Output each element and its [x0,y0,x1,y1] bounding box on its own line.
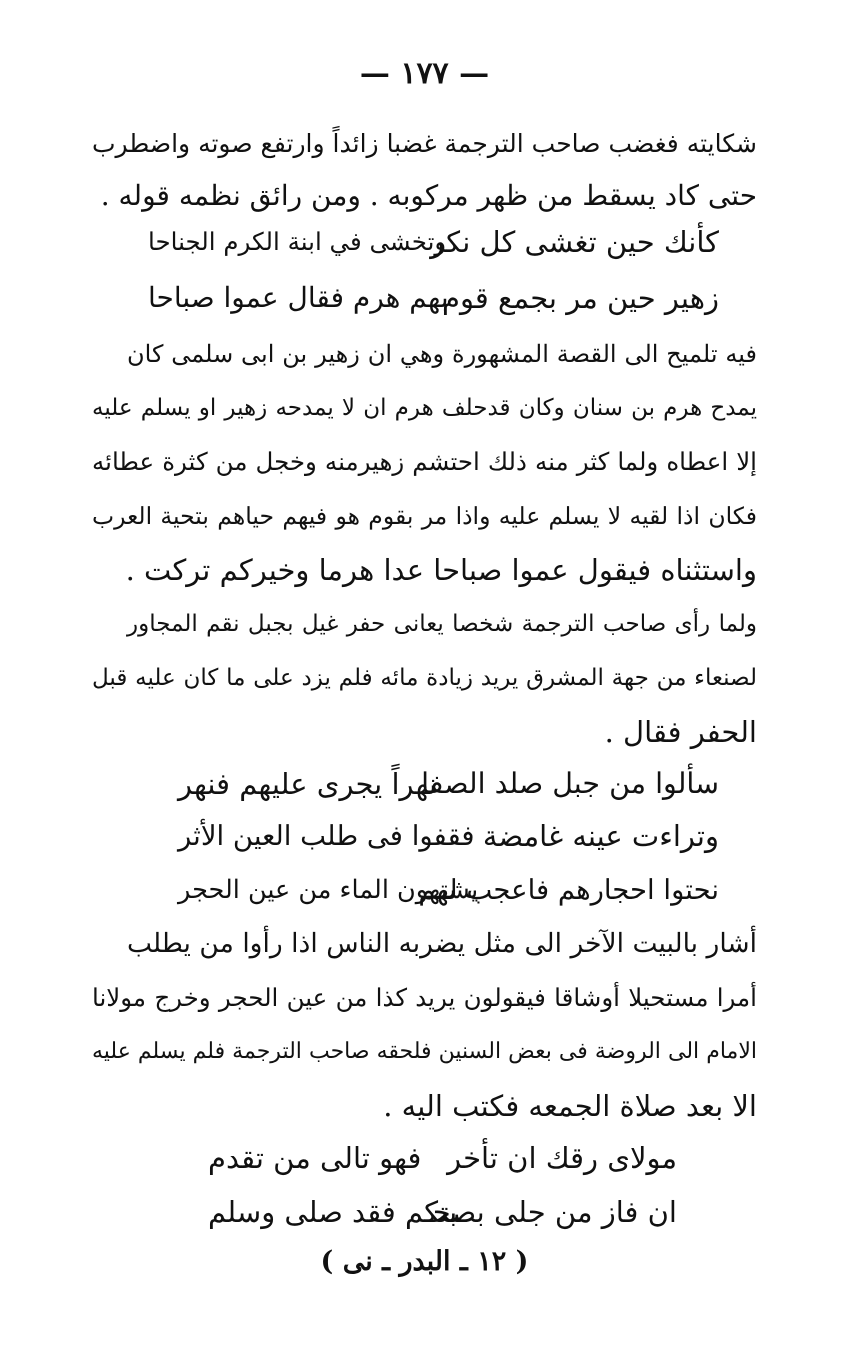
text-line: فيه تلميح الى القصة المشهورة وهي ان زهير بن ابى سلمى كان [127,340,757,368]
verse-second-hemistich: ـبتكم فقد صلى وسلم [208,1195,467,1229]
poem-verse [0,216,849,268]
poem-verse [0,758,849,810]
verse-first-hemistich: مولاى رقك ان تأخر [447,1141,677,1175]
verse-second-hemistich: وتخشى في ابنة الكرم الجناحا [148,227,447,256]
verse-first-hemistich: نحتوا احجارهم فاعجب لهم [418,874,719,906]
poem-verse [0,864,849,916]
text-line: الحفر فقال . [604,715,757,749]
verse-first-hemistich: ان فاز من جلى بصحـ [424,1195,677,1229]
poem-verse [0,1132,849,1184]
poem-verse [0,1186,849,1238]
verse-second-hemistich: فهو تالى من تقدم [208,1141,422,1175]
verse-second-hemistich: بهم هرم فقال عموا صباحا [148,281,449,314]
text-line: شكايته فغضب صاحب الترجمة غضبا زائداً وارتفع صوته واضطرب [92,129,757,158]
text-line: أشار بالبيت الآخر الى مثل يضربه الناس اذا رأوا من يطلب [127,928,757,959]
text-line: أمرا مستحيلا أوشاقا فيقولون يريد كذا من عين الحجر وخرج مولانا [92,983,757,1012]
verse-first-hemistich: سألوا من جبل صلد الصفا [421,767,719,800]
text-line: حتى كاد يسقط من ظهر مركوبه . ومن رائق نظمه قوله . [100,179,757,212]
text-line: الا بعد صلاة الجمعه فكتب اليه . [383,1089,757,1123]
verse-second-hemistich: يشتهون الماء من عين الحجر [178,875,479,905]
verse-second-hemistich: نهراً يجرى عليهم فنهر [178,767,437,801]
page-number: — ١٧٧ — [359,56,490,91]
verse-first-hemistich: زهير حين مر بجمع قوم [441,281,719,315]
verse-first-hemistich: وتراءت عينه غامضة [482,819,719,853]
text-line: إلا اعطاه ولما كثر منه ذلك احتشم زهيرمنه وخجل من كثرة عطائه [92,447,757,476]
verse-first-hemistich: كأنك حين تغشى كل نكر [430,225,719,259]
poem-verse [0,272,849,324]
signature-mark: ( ١٢ ـ البدر ـ نى ) [320,1246,529,1277]
text-line: ولما رأى صاحب الترجمة شخصا يعانى حفر غيل بجبل نقم المجاور [127,611,757,637]
text-line: يمدح هرم بن سنان وكان قدحلف هرم ان لا يمدحه زهير او يسلم عليه [92,395,757,421]
text-line: الامام الى الروضة فى بعض السنين فلحقه صاحب الترجمة فلم يسلم عليه [92,1039,757,1064]
text-line: فكان اذا لقيه لا يسلم عليه واذا مر بقوم هو فيهم حياهم بتحية العرب [92,502,757,530]
text-line: واستثناه فيقول عموا صباحا عدا هرما وخيركم تركت . [125,553,757,587]
poem-verse [0,810,849,862]
text-line: لصنعاء من جهة المشرق يريد زيادة مائه فلم يزد على ما كان عليه قبل [92,665,757,691]
verse-second-hemistich: فقفوا فى طلب العين الأثر [178,820,475,852]
